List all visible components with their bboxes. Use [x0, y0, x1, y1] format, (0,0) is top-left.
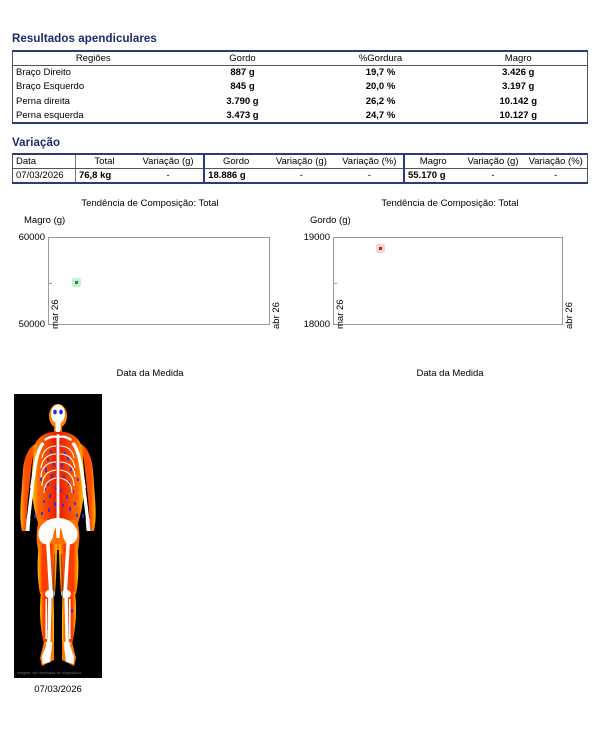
cell-total-var-g: -	[166, 169, 170, 181]
column-header-regioes: Regiões	[13, 51, 174, 65]
cell-data: 07/03/2026	[16, 169, 64, 181]
table-header-row	[13, 154, 588, 168]
appendicular-results-table	[12, 50, 588, 124]
cell-magro: 3.426 g	[502, 67, 535, 78]
chart-magro-ytick-top: 60000	[18, 232, 45, 243]
chart-magro-plot-area	[48, 237, 270, 325]
cell-magro: 3.197 g	[502, 81, 535, 93]
chart-magro	[0, 198, 300, 383]
chart-gordo-xlabel: Data da Medida	[416, 368, 484, 379]
chart-magro-datapoint	[75, 281, 78, 284]
cell-regiao: Braço Direito	[16, 67, 71, 78]
cell-magro: 10.127 g	[499, 109, 537, 121]
column-header-magro: Magro	[404, 154, 462, 168]
column-header-magro-var-g: Variação (g)	[462, 154, 525, 168]
chart-gordo-plot-area	[333, 237, 563, 325]
cell-magro: 55.170 g	[404, 168, 462, 183]
column-header-gordo: Gordo	[204, 154, 267, 168]
cell-regiao: Braço Esquerdo	[16, 81, 85, 93]
column-header-magro: Magro	[450, 51, 588, 65]
dexa-scan-date-caption: 07/03/2026	[34, 684, 82, 695]
column-header-gordura: %Gordura	[312, 51, 450, 65]
cell-gordo-var-pct: -	[367, 169, 371, 181]
column-header-data: Data	[13, 154, 76, 168]
chart-gordo-ytick-mid-mark	[333, 283, 337, 284]
cell-regiao: Perna esquerda	[16, 109, 84, 121]
table-header-row	[13, 51, 588, 65]
table-row	[13, 109, 588, 124]
cell-total: 76,8 kg	[75, 168, 133, 183]
cell-gordura: 19,7 %	[365, 67, 396, 78]
cell-gordo: 887 g	[230, 67, 255, 78]
table-row	[13, 94, 588, 109]
appendicular-heading: Resultados apendiculares	[12, 33, 157, 45]
dexa-whole-body-scan-image	[14, 394, 102, 678]
cell-gordo: 845 g	[230, 81, 255, 93]
variacao-heading: Variação	[12, 137, 61, 149]
cell-gordo-var-g: -	[299, 169, 303, 181]
chart-magro-xlabel: Data da Medida	[116, 368, 184, 379]
column-header-magro-var-pct: Variação (%)	[524, 154, 587, 168]
table-row	[13, 65, 588, 80]
scan-watermark-text: Imagem não destinada ao diagnóstico	[17, 671, 82, 675]
variacao-table	[12, 153, 588, 184]
table-row	[13, 168, 588, 183]
cell-gordura: 24,7 %	[365, 109, 396, 121]
column-header-total: Total	[75, 154, 133, 168]
chart-gordo-datapoint	[379, 247, 382, 250]
cell-magro: 10.142 g	[499, 95, 537, 107]
chart-magro-ytick-mid-mark	[48, 283, 52, 284]
cell-regiao: Perna direita	[16, 95, 70, 107]
chart-gordo-ylabel: Gordo (g)	[310, 215, 351, 226]
column-header-gordo: Gordo	[174, 51, 312, 65]
cell-gordo: 18.886 g	[204, 168, 267, 183]
column-header-total-var-g: Variação (g)	[133, 154, 204, 168]
cell-gordo: 3.790 g	[226, 95, 259, 107]
table-row	[13, 80, 588, 95]
chart-magro-ylabel: Magro (g)	[24, 215, 66, 226]
chart-gordo-xtick-end: abr 26	[564, 302, 575, 329]
column-header-gordo-var-pct: Variação (%)	[336, 154, 404, 168]
chart-magro-xtick-start: mar 26	[50, 299, 61, 329]
chart-gordo-xtick-start: mar 26	[335, 299, 346, 329]
cell-magro-var-pct: -	[554, 169, 558, 181]
chart-gordo-ytick-bottom: 18000	[303, 319, 330, 330]
chart-magro-xtick-end: abr 26	[271, 302, 282, 329]
chart-gordo-title: Tendência de Composição: Total	[381, 198, 519, 209]
column-header-gordo-var-g: Variação (g)	[267, 154, 335, 168]
dexa-scan-image-wrapper	[14, 394, 102, 678]
cell-gordo: 3.473 g	[226, 109, 259, 121]
cell-gordura: 26,2 %	[365, 95, 396, 107]
cell-magro-var-g: -	[491, 169, 495, 181]
chart-magro-title: Tendência de Composição: Total	[81, 198, 219, 209]
chart-gordo-ytick-top: 19000	[303, 232, 330, 243]
cell-gordura: 20,0 %	[365, 81, 396, 93]
chart-gordo	[300, 198, 600, 383]
chart-magro-ytick-bottom: 50000	[18, 319, 45, 330]
